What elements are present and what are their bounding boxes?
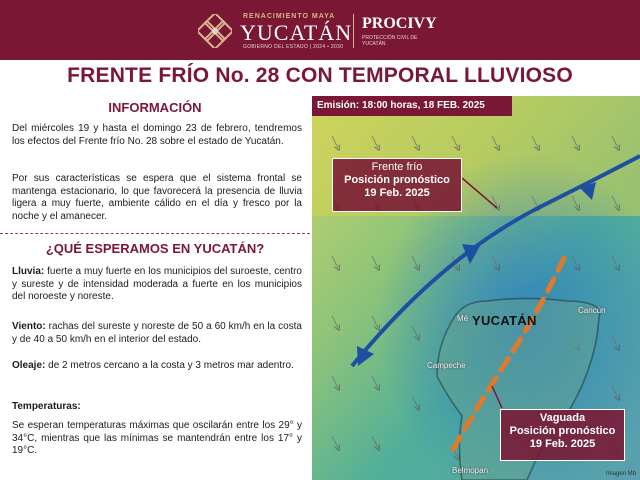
expect-heading: ¿QUÉ ESPERAMOS EN YUCATÁN? (45, 241, 265, 256)
weather-map (312, 96, 640, 480)
oleaje-paragraph (12, 360, 302, 373)
temp-label-paragraph (12, 401, 302, 414)
lluvia-text: fuerte a muy fuerte en los municipios del suroeste, centro y sureste y de intensidad moderada a fuerte en los municipios del noroeste y noreste. (12, 266, 302, 302)
info-paragraph-2: Por sus características se espera que el sistema frontal se mantenga estacionario, lo que favorecerá la presencia de lluvia ligera a muy fuerte, ambiente cálido en el día y fresco por la noche y el amanecer. (12, 173, 302, 222)
agency-name: PROCIVY (362, 15, 437, 32)
vaguada-callout (500, 409, 625, 461)
frente-callout-subtitle: Posición pronóstico (344, 174, 450, 186)
oleaje-text: de 2 metros cercano a la costa y 3 metros mar adentro. (48, 360, 294, 371)
viento-text: rachas del sureste y noreste de 50 a 60 km/h en la costa y de 40 a 50 km/h en el interior del estado. (12, 321, 302, 345)
brand-tagline: RENACIMIENTO MAYA (243, 13, 336, 20)
vaguada-callout-subtitle: Posición pronóstico (509, 425, 616, 437)
vaguada-callout-title: Vaguada (539, 412, 586, 424)
viento-label: Viento: (12, 321, 46, 332)
place-merida: Mé (457, 314, 469, 323)
image-credit: Imagen Mb (605, 471, 636, 477)
section-divider (0, 233, 310, 234)
region-label: YUCATÁN (472, 313, 537, 328)
place-belmopan: Belmopan (452, 466, 489, 475)
frente-callout (332, 158, 462, 212)
agency-subtitle: PROTECCIÓN CIVIL DE YUCATÁN (362, 35, 418, 47)
emission-banner: Emisión: 18:00 horas, 18 FEB. 2025 (312, 96, 512, 116)
oleaje-label: Oleaje: (12, 360, 46, 371)
viento-paragraph (12, 321, 302, 346)
place-campeche: Campeche (427, 361, 466, 370)
frente-callout-title: Frente frío (371, 161, 423, 173)
temp-paragraph: Se esperan temperaturas máximas que oscilarán entre los 29° y 34°C, mientras que las mínimas se mantendrán entre los 17° y 19°C. (12, 420, 302, 456)
yucatan-logo-icon (198, 14, 232, 48)
page-title: FRENTE FRÍO No. 28 CON TEMPORAL LLUVIOSO (67, 64, 573, 87)
frente-callout-date: 19 Feb. 2025 (364, 187, 430, 199)
lluvia-label: Lluvia: (12, 266, 45, 277)
brand-name: YUCATÁN (240, 20, 353, 45)
lluvia-paragraph (12, 266, 302, 304)
header-divider (353, 14, 354, 48)
temp-label: Temperaturas: (12, 401, 81, 412)
info-heading: INFORMACIÓN (108, 100, 202, 115)
info-paragraph-1: Del miércoles 19 y hasta el domingo 23 de febrero, tendremos los efectos del Frente frío No. 28 sobre el estado de Yucatán. (12, 123, 302, 147)
place-cancun: Cancún (578, 306, 606, 315)
header-banner (0, 0, 640, 60)
info-panel (0, 96, 310, 480)
vaguada-callout-date: 19 Feb. 2025 (529, 438, 596, 450)
brand-subtitle: GOBIERNO DEL ESTADO | 2024 • 2030 (243, 44, 344, 50)
